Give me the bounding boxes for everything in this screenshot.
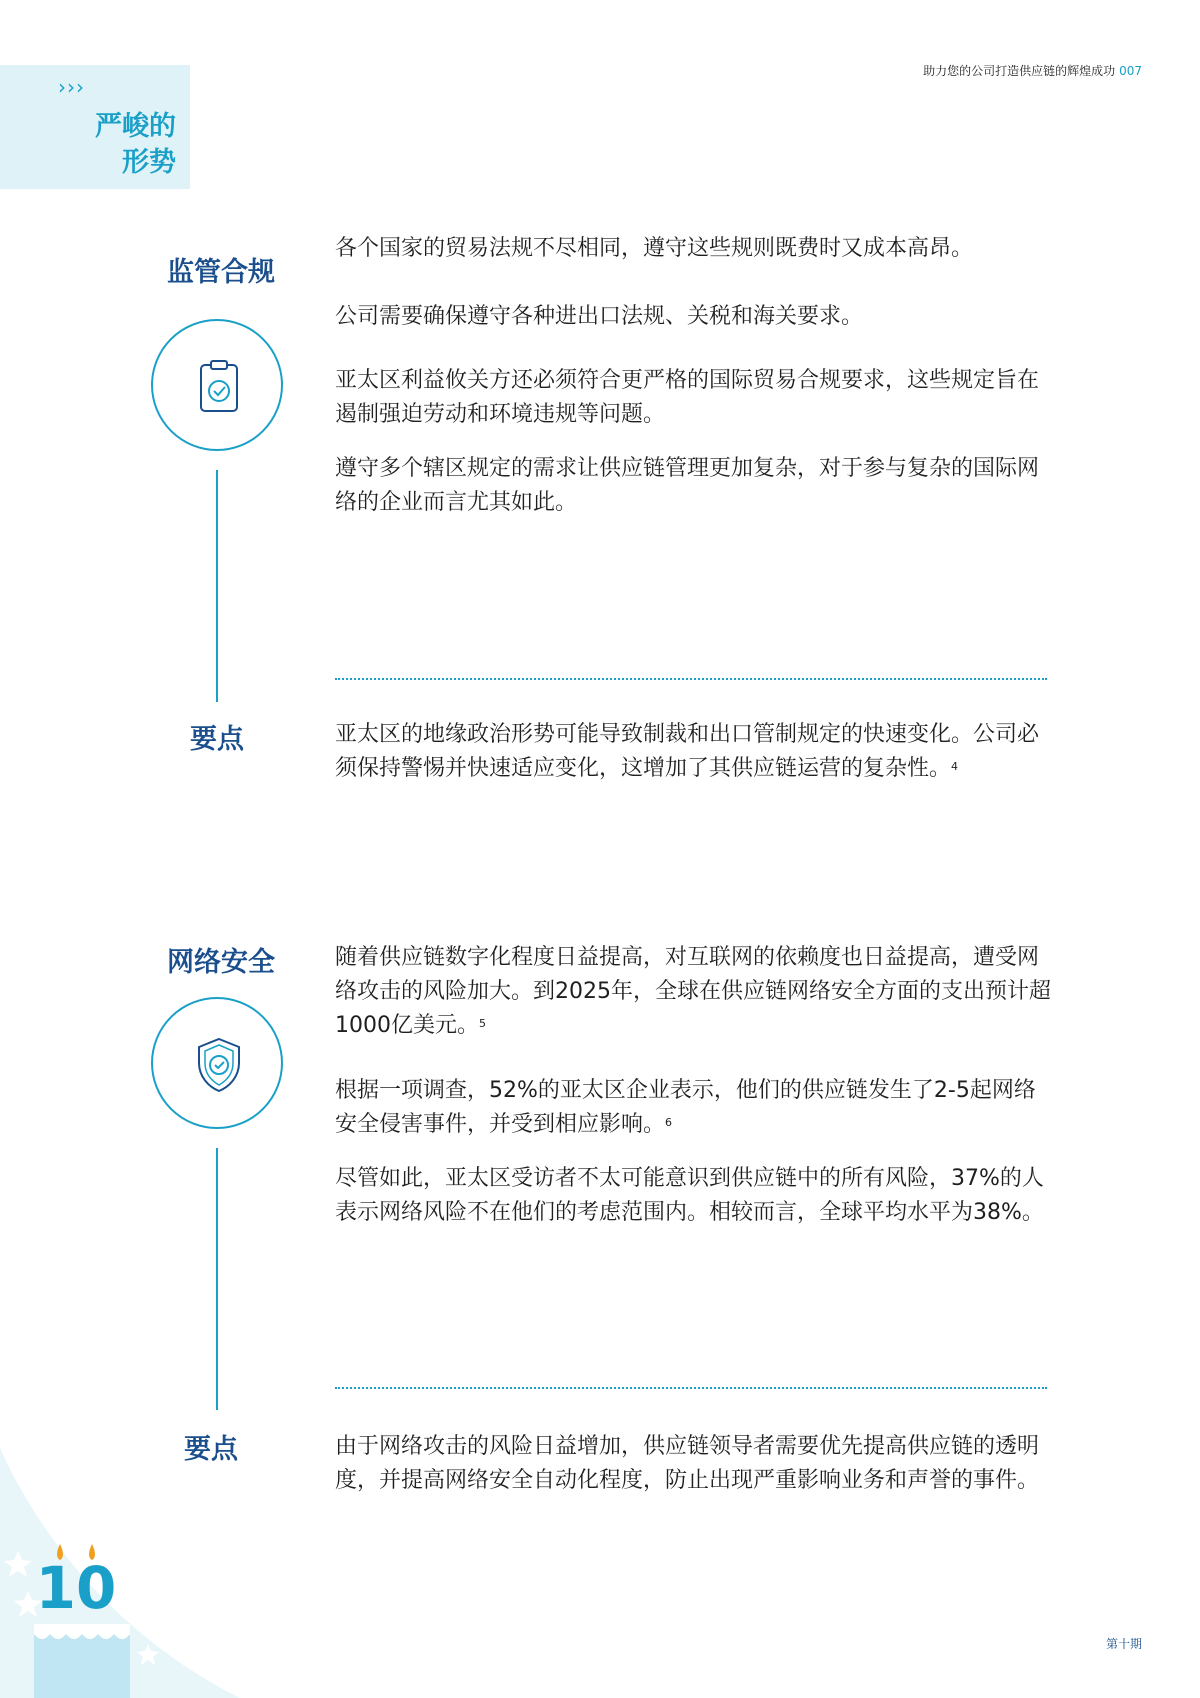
compliance-paragraph-4: 遵守多个辖区规定的需求让供应链管理更加复杂，对于参与复杂的国际网络的企业而言尤其如此。 [335,456,1040,515]
key-point-label: 要点 [190,724,244,755]
key-point-body: 亚太区的地缘政治形势可能导致制裁和出口管制规定的快速变化。公司必须保持警惕并快速适应变化，这增加了其供应链运营的复杂性。 [335,722,1040,781]
compliance-circle [151,319,283,451]
section-title-compliance: 监管合规 [167,257,275,288]
footnote-ref: 5 [479,1017,486,1030]
cybersecurity-paragraph-2 [335,1074,1057,1142]
tab-title-line1: 严峻的 [95,111,176,142]
cybersecurity-paragraph-3: 尽管如此，亚太区受访者不太可能意识到供应链中的所有风险，37%的人表示网络风险不在他们的考虑范围内。相较而言，全球平均水平为38%。 [335,1166,1044,1225]
dotted-divider [335,1387,1047,1389]
anniversary-number: 10 [35,1554,117,1622]
section-tab [0,65,190,189]
key-point-label: 要点 [184,1434,238,1465]
footnote-ref: 4 [951,760,959,773]
compliance-paragraph-2: 公司需要确保遵守各种进出口法规、关税和海关要求。 [335,304,864,329]
tab-title [95,109,176,181]
tab-title-line2: 形势 [122,147,176,178]
timeline-line [216,1148,218,1410]
chevrons-icon: ››› [58,75,85,99]
section-title-cybersecurity: 网络安全 [167,947,275,978]
timeline-line [216,470,218,702]
key-point-text: 由于网络攻击的风险日益增加，供应链领导者需要优先提高供应链的透明度，并提高网络安全自动化程度，防止出现严重影响业务和声誉的事件。 [335,1434,1040,1493]
dotted-divider [335,678,1047,680]
header-title: 助力您的公司打造供应链的辉煌成功 [923,64,1116,78]
cybersecurity-paragraph-1-body: 随着供应链数字化程度日益提高，对互联网的依赖度也日益提高，遭受网络攻击的风险加大。到2025年，全球在供应链网络安全方面的支出预计超1000亿美元。 [335,945,1051,1038]
cybersecurity-paragraph-2-body: 根据一项调查，52%的亚太区企业表示，他们的供应链发生了2-5起网络安全侵害事件，并受到相应影响。 [335,1078,1036,1137]
page-header [923,62,1142,79]
page-number: 007 [1119,64,1142,78]
shield-check-icon [187,1033,251,1097]
cybersecurity-paragraph-1 [335,941,1057,1043]
anniversary-cake-graphic [0,1448,240,1698]
cybersecurity-circle [151,997,283,1129]
compliance-paragraph-1: 各个国家的贸易法规不尽相同，遵守这些规则既费时又成本高昂。 [335,236,974,261]
clipboard-check-icon [187,355,251,419]
issue-label: 第十期 [1105,1637,1142,1651]
key-point-text [335,718,1045,786]
footnote-ref: 6 [665,1116,673,1129]
compliance-paragraph-3: 亚太区利益攸关方还必须符合更严格的国际贸易合规要求，这些规定旨在遏制强迫劳动和环境违规等问题。 [335,368,1040,427]
